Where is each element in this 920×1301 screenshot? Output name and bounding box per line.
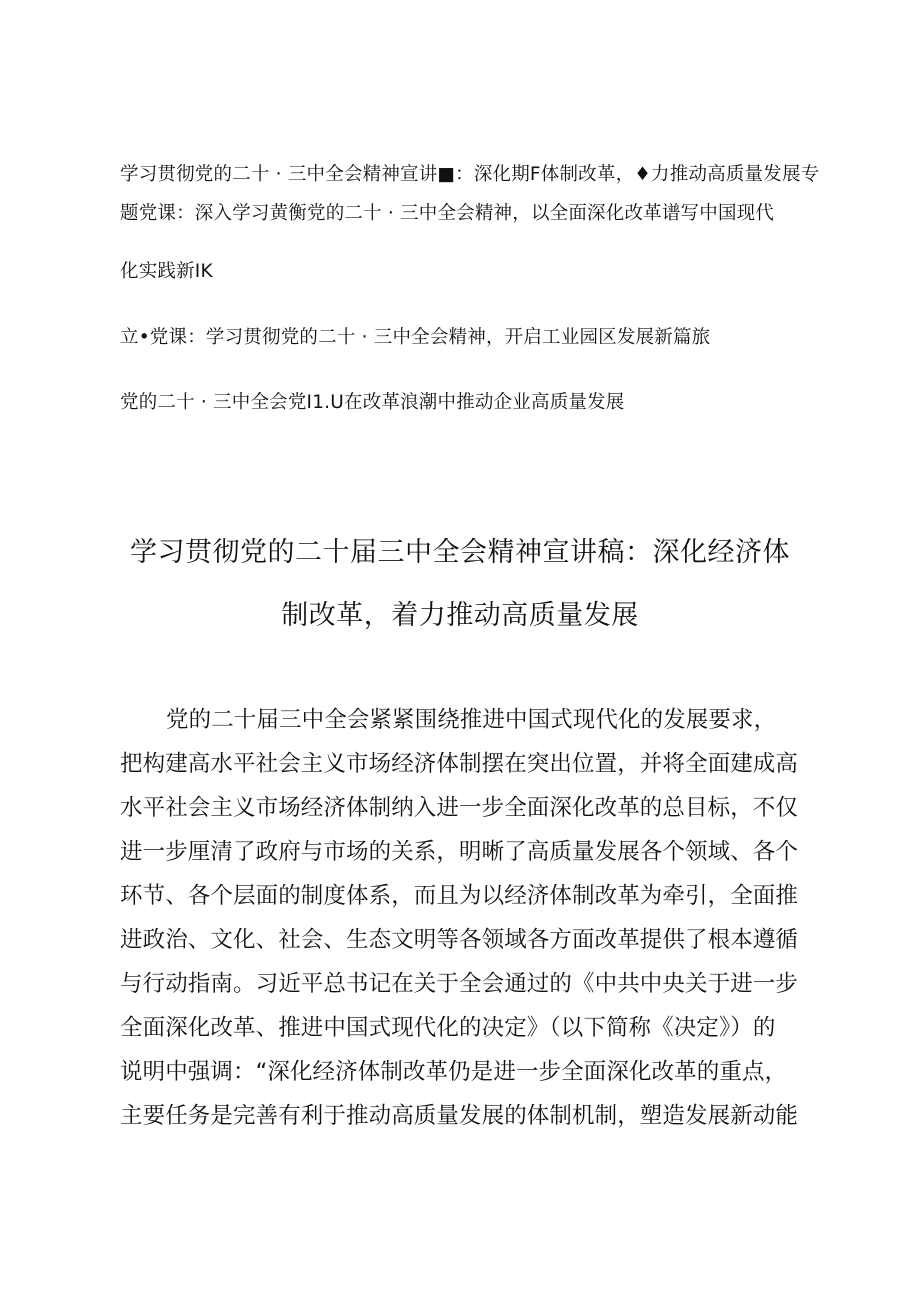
body-line-10: 主要任务是完善有利于推动高质量发展的体制机制，塑造发展新动能 xyxy=(120,1103,799,1129)
article-title-line-1: 学习贯彻党的二十届三中全会精神宣讲稿：深化经济体 xyxy=(130,537,790,568)
body-line-1: 党的二十届三中全会紧紧围绕推进中国式现代化的发展要求， xyxy=(166,707,777,733)
toc-entry-1-end: 化实践新IK xyxy=(120,261,213,282)
toc-entry-1: 学习贯彻党的二十 · 三中全会精神宣讲■：深化期F体制改革，♦力推动高质量发展专 xyxy=(120,164,820,185)
body-line-9: 说明中强调：“深化经济体制改革仍是进一步全面深化改革的重点， xyxy=(120,1059,788,1085)
body-line-6: 进政治、文化、社会、生态文明等各领域各方面改革提供了根本遵循 xyxy=(120,927,799,953)
toc-entry-3: 党的二十 · 三中全会党I1.U在改革浪潮中推动企业高质量发展 xyxy=(120,392,625,413)
body-line-8: 全面深化改革、推进中国式现代化的决定》（以下简称《决定》）的 xyxy=(120,1015,776,1041)
toc-entry-2: 立•党课：学习贯彻党的二十 · 三中全会精神，开启工业园区发展新篇旅 xyxy=(120,327,711,348)
article-title-line-2: 制改革，着力推动高质量发展 xyxy=(281,600,639,631)
body-line-5: 环节、各个层面的制度体系，而且为以经济体制改革为牵引，全面推 xyxy=(120,883,799,909)
body-line-4: 进一步厘清了政府与市场的关系，明晰了高质量发展各个领域、各个 xyxy=(120,839,799,865)
body-line-7: 与行动指南。习近平总书记在关于全会通过的《中共中央关于进一步 xyxy=(120,971,799,997)
body-line-2: 把构建高水平社会主义市场经济体制摆在突出位置，并将全面建成高 xyxy=(120,751,799,777)
toc-entry-1-continued: 题党课：深入学习黄衡党的二十 · 三中全会精神，以全面深化改革谱写中国现代 xyxy=(120,203,775,224)
body-line-3: 水平社会主义市场经济体制纳入进一步全面深化改革的总目标，不仅 xyxy=(120,795,799,821)
